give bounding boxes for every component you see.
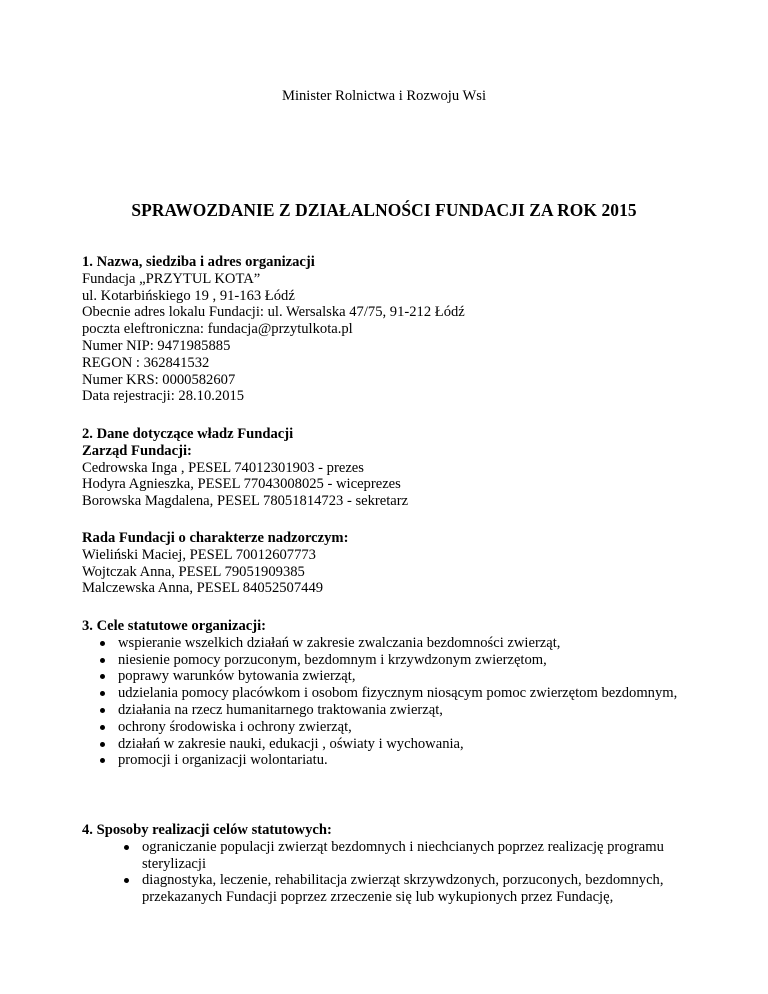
council-heading: Rada Fundacji o charakterze nadzorczym:: [82, 530, 349, 546]
list-item: promocji i organizacji wolontariatu.: [82, 752, 722, 769]
krs-line: Numer KRS: 0000582607: [82, 371, 236, 388]
list-item: działania na rzecz humanitarnego traktowania zwierząt,: [82, 702, 722, 719]
list-item: wspieranie wszelkich działań w zakresie zwalczania bezdomności zwierząt,: [82, 635, 722, 652]
document-title: SPRAWOZDANIE Z DZIAŁALNOŚCI FUNDACJI ZA ROK 2015: [131, 200, 637, 220]
bullet-icon: [100, 725, 105, 730]
list-item: poprawy warunków bytowania zwierząt,: [82, 668, 722, 685]
bullet-icon: [124, 845, 129, 850]
council-member: Wieliński Maciej, PESEL 70012607773: [82, 546, 316, 563]
list-item: udzielania pomocy placówkom i osobom fizycznym niosącym pomoc zwierzętom bezdomnym,: [82, 685, 678, 702]
bullet-icon: [100, 658, 105, 663]
registration-date-line: Data rejestracji: 28.10.2015: [82, 388, 245, 405]
bullet-icon: [100, 674, 105, 679]
section-organization: [82, 254, 722, 405]
section-heading: 4. Sposoby realizacji celów statutowych:: [82, 822, 332, 838]
council-member: Malczewska Anna, PESEL 84052507449: [82, 580, 324, 597]
nip-line: Numer NIP: 9471985885: [82, 337, 231, 354]
bullet-icon: [100, 742, 105, 747]
board-heading: Zarząd Fundacji:: [82, 442, 192, 459]
list-item: działań w zakresie nauki, edukacji , oświaty i wychowania,: [82, 736, 722, 753]
list-item: ograniczanie populacji zwierząt bezdomnych i niechcianych poprzez realizację programu sterylizacji: [82, 839, 726, 873]
bullet-icon: [100, 708, 105, 713]
addressee: Minister Rolnictwa i Rozwoju Wsi: [281, 88, 487, 104]
board-member: Hodyra Agnieszka, PESEL 77043008025 - wiceprezes: [82, 476, 401, 493]
methods-list: [82, 839, 722, 906]
council-member: Wojtczak Anna, PESEL 79051909385: [82, 563, 305, 580]
section-implementation: [82, 822, 722, 906]
bullet-icon: [124, 878, 129, 883]
bullet-icon: [100, 758, 105, 763]
goals-list: [82, 635, 722, 769]
list-item: ochrony środowiska i ochrony zwierząt,: [82, 719, 722, 736]
section-statutory-goals: [82, 618, 722, 769]
board-member: Cedrowska Inga , PESEL 74012301903 - prezes: [82, 459, 364, 476]
email-line: poczta eleftroniczna: fundacja@przytulkota.pl: [82, 321, 353, 338]
list-item: niesienie pomocy porzuconym, bezdomnym i krzywdzonym zwierzętom,: [82, 652, 722, 669]
list-item: diagnostyka, leczenie, rehabilitacja zwierząt skrzywdzonych, porzuconych, bezdomnych, przekazanych Fundacji poprzez zrzeczenie się lub wykupionych przez Fundację,: [82, 872, 726, 906]
current-address: Obecnie adres lokalu Fundacji: ul. Wersalska 47/75, 91-212 Łódź: [82, 304, 465, 321]
section-authorities: [82, 426, 722, 510]
section-heading: 1. Nazwa, siedziba i adres organizacji: [82, 254, 315, 270]
bullet-icon: [100, 641, 105, 646]
organization-name: Fundacja „PRZYTUL KOTA”: [82, 270, 261, 287]
regon-line: REGON : 362841532: [82, 354, 210, 371]
bullet-icon: [100, 691, 105, 696]
section-heading: 2. Dane dotyczące władz Fundacji: [82, 426, 294, 442]
section-heading: 3. Cele statutowe organizacji:: [82, 618, 266, 634]
section-council: [82, 530, 722, 597]
organization-address: ul. Kotarbińskiego 19 , 91-163 Łódź: [82, 287, 295, 304]
board-member: Borowska Magdalena, PESEL 78051814723 - sekretarz: [82, 493, 409, 510]
